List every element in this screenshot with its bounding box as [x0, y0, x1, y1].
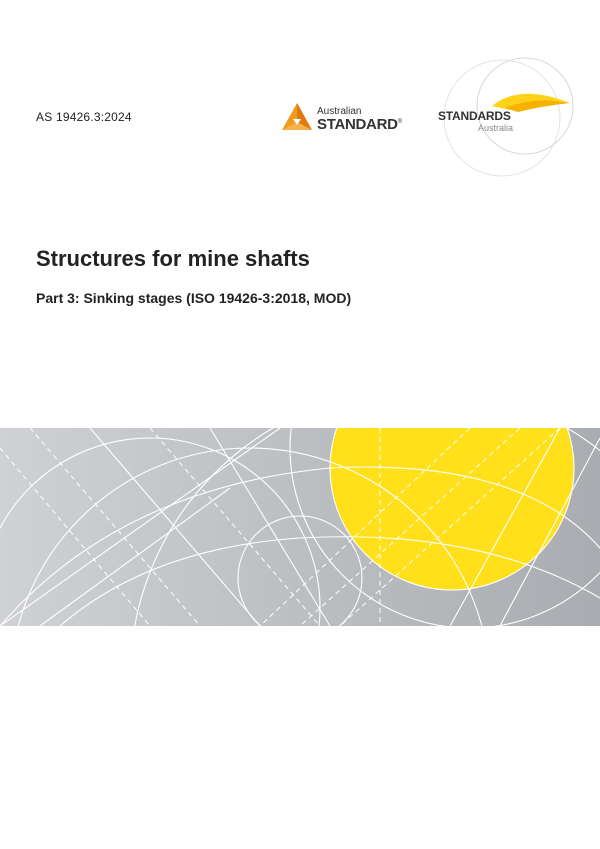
document-subtitle: Part 3: Sinking stages (ISO 19426-3:2018, MOD) [36, 290, 352, 306]
decorative-geometric-band [0, 428, 600, 626]
document-title: Structures for mine shafts [36, 246, 310, 271]
australian-standard-logo-line1: Australian [317, 106, 362, 117]
australian-standard-logo-line2: STANDARD® [317, 116, 402, 133]
document-number: AS 19426.3:2024 [36, 110, 132, 124]
standards-australia-logo [430, 48, 580, 178]
standards-australia-logo-line2: Australia [478, 123, 514, 133]
australian-standard-logo [281, 102, 401, 138]
standards-australia-logo-line1: STANDARDS [438, 109, 511, 123]
registered-mark: ® [397, 119, 402, 125]
orange-triangle-icon [281, 102, 313, 136]
